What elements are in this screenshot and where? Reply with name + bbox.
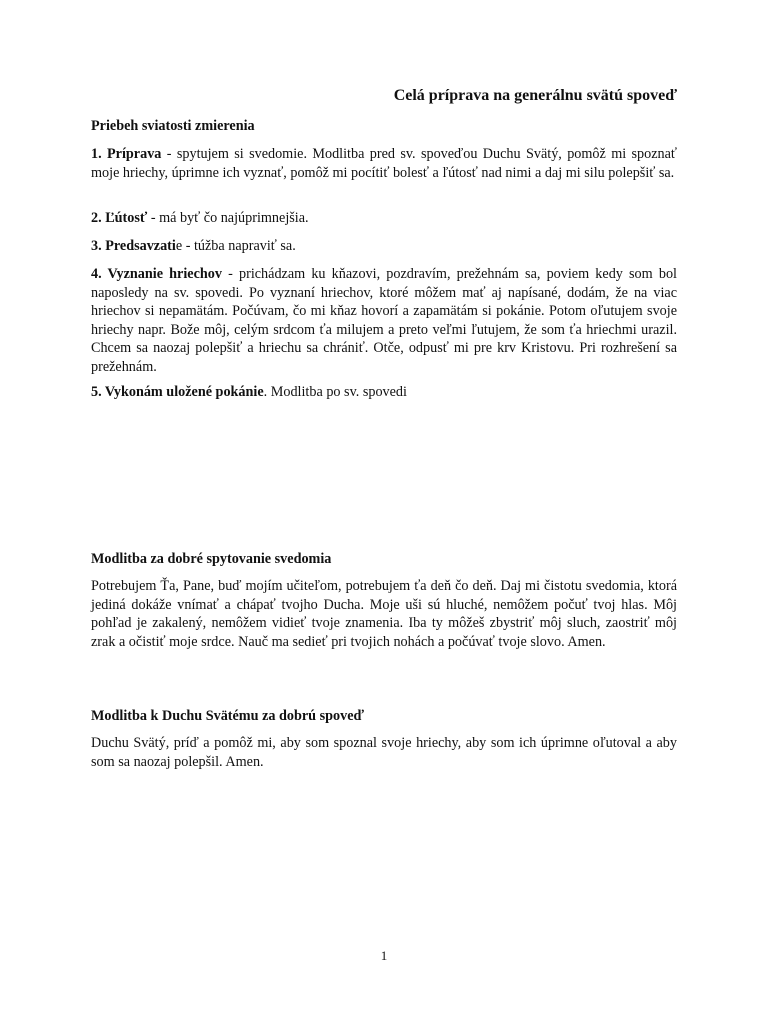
step-contrition [91, 209, 677, 228]
prayer-holy-spirit-text: Duchu Svätý, príď a pomôž mi, aby som spoznal svoje hriechy, aby som ich úprimne oľutoval a aby som sa naozaj polepšil. Amen. [91, 735, 677, 770]
step-text: - má byť čo najúprimnejšia. [147, 210, 309, 226]
step-text: - spytujem si svedomie. Modlitba pred sv. spoveďou Duchu Svätý, pomôž mi spoznať moje hriechy, úprimne ich vyznať, pomôž mi pocítiť bolesť a ľútosť nad nimi a daj mi silu polepšiť sa. [91, 146, 677, 181]
document-title: Celá príprava na generálnu svätú spoveď [393, 87, 677, 104]
step-penance [91, 383, 677, 402]
step-preparation [91, 145, 677, 182]
step-text: e - túžba napraviť sa. [175, 238, 296, 254]
page-number: 1 [380, 948, 388, 963]
step-lead: 5. Vykonám uložené pokánie [91, 384, 264, 400]
step-confession [91, 265, 677, 376]
step-text: . Modlitba po sv. spovedi [263, 384, 407, 400]
step-lead: 2. Ľútosť [91, 210, 148, 226]
prayer-examination-text: Potrebujem Ťa, Pane, buď mojím učiteľom, potrebujem ťa deň čo deň. Daj mi čistotu svedomia, ktorá jediná dokáže vnímať a chápať tvojho Ducha. Moje uši sú hluché, nemôžem počuť tvoj hlas. Môj pohľad je zakalený, nemôžem vidieť tvoje znamenia. Iba ty môžeš zbystriť môj sluch, zaostriť môj zrak a očistiť moje srdce. Nauč ma sedieť pri tvojich nohách a počúvať tvoje slovo. Amen. [91, 578, 677, 650]
step-resolution [91, 237, 677, 256]
section-subtitle: Priebeh sviatosti zmierenia [91, 118, 255, 134]
step-lead: 4. Vyznanie hriechov [91, 266, 222, 282]
prayer-examination-heading: Modlitba za dobré spytovanie svedomia [91, 551, 332, 567]
step-lead: 1. Príprava [91, 146, 162, 162]
prayer-holy-spirit-heading: Modlitba k Duchu Svätému za dobrú spoveď [91, 708, 364, 724]
step-text: - prichádzam ku kňazovi, pozdravím, prežehnám sa, poviem kedy som bol naposledy na sv. spovedi. Po vyznaní hriechov, ktoré môžem mať aj napísané, dodám, že na viac hriechov si nepamätám. Počúvam, čo mi kňaz hovorí a zapamätám si pokánie. Potom oľutujem svoje hriechy napr. Bože môj, celým srdcom ťa milujem a preto veľmi ľutujem, že som ťa hriechmi urazil. Chcem sa naozaj polepšiť a hriechu sa chrániť. Otče, odpusť mi pre krv Kristovu. Pri rozhrešení sa prežehnám. [91, 266, 677, 375]
step-lead: 3. Predsavzati [91, 238, 176, 254]
